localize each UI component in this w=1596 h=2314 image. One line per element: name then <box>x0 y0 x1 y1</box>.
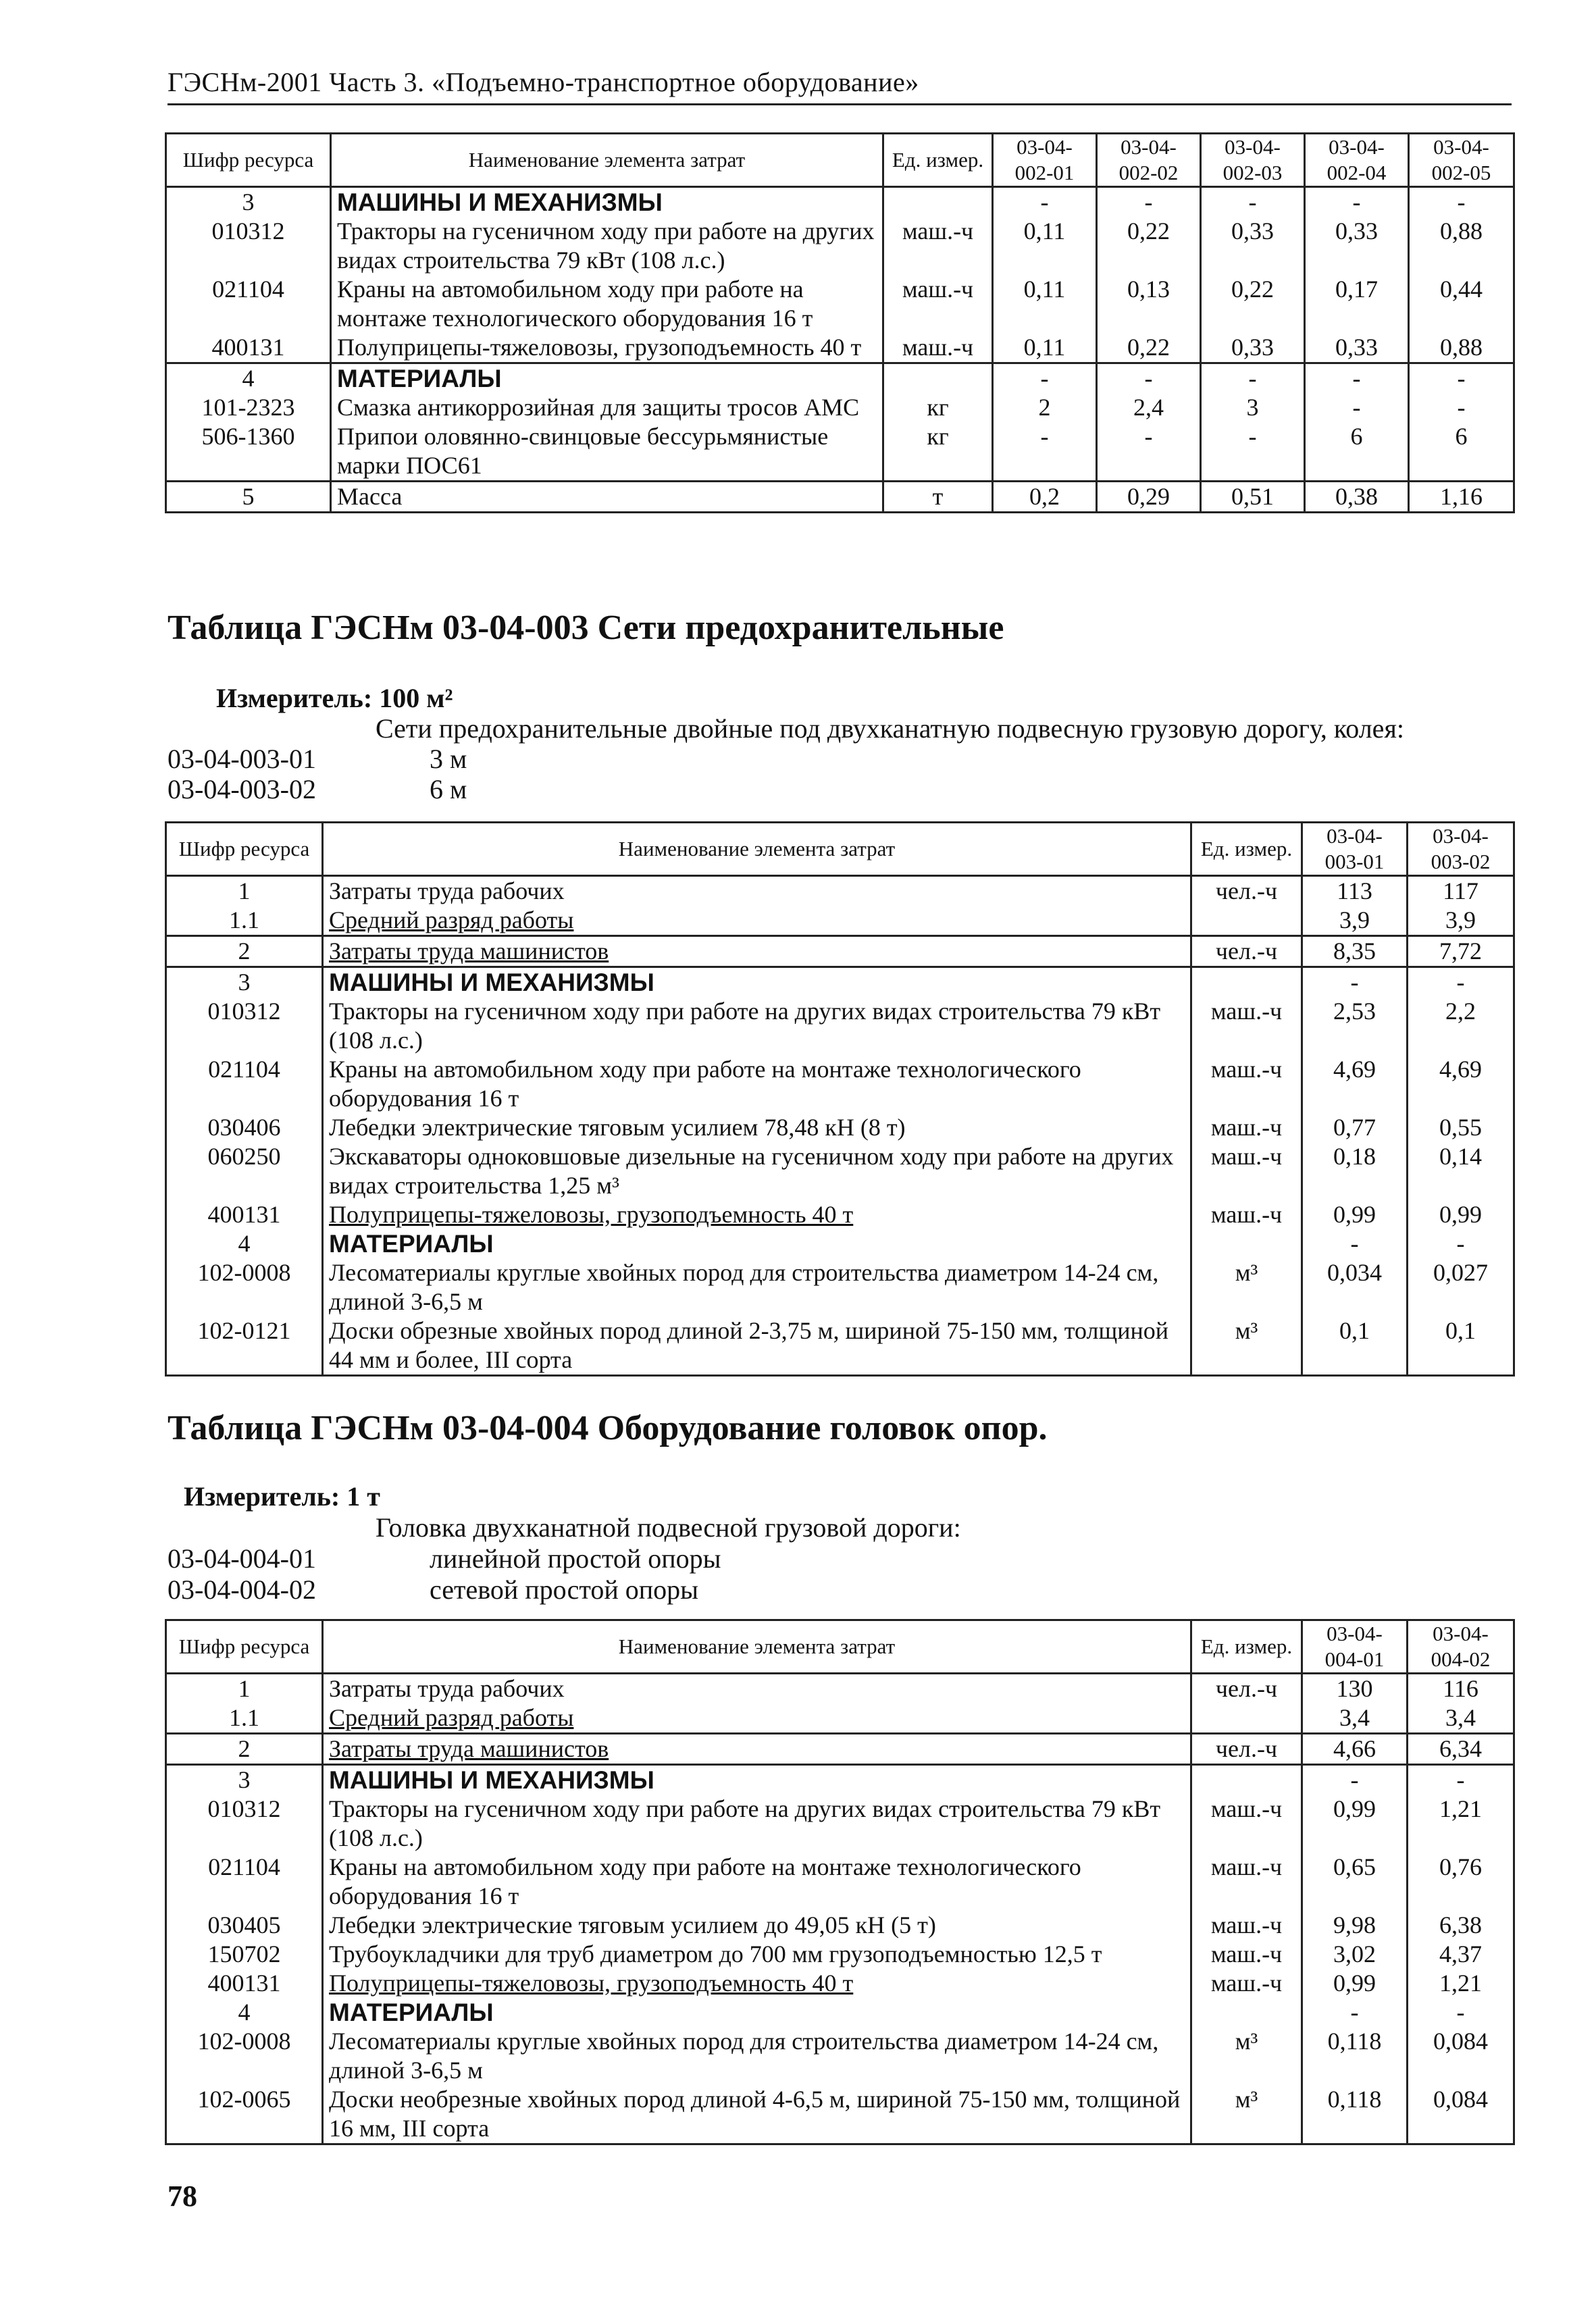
norm-value-cell: 0,118 <box>1302 2027 1408 2085</box>
norm-value-cell: 113 <box>1302 876 1408 906</box>
norm-value-cell: 0,14 <box>1408 1142 1514 1200</box>
cost-item-name-cell: Лесоматериалы круглые хвойных пород для строительства диаметром 14-24 см, длиной 3-6,5 м <box>323 2027 1191 2085</box>
unit-cell: маш.-ч <box>883 333 993 363</box>
unit-cell: чел.-ч <box>1191 1734 1302 1765</box>
norm-value-cell: 9,98 <box>1302 1911 1408 1940</box>
table-row <box>166 967 1514 998</box>
norm-value-cell: 4,37 <box>1408 1940 1514 1969</box>
cost-item-name-cell: Смазка антикоррозийная для защиты тросов АМС <box>331 393 883 422</box>
norm-value-cell: - <box>1409 393 1514 422</box>
norm-value-cell: - <box>1305 187 1409 217</box>
variant-text: линейной простой опоры <box>430 1543 721 1574</box>
norm-value-cell: 0,084 <box>1408 2085 1514 2144</box>
resource-code-cell: 400131 <box>166 1200 323 1229</box>
cost-item-name-cell: Средний разряд работы <box>323 906 1191 936</box>
measure-label: Измеритель: <box>216 683 373 713</box>
cost-item-name-cell: Масса <box>331 482 883 513</box>
unit-cell: м³ <box>1191 1316 1302 1376</box>
unit-cell: чел.-ч <box>1191 876 1302 906</box>
resource-code-cell: 3 <box>166 967 323 998</box>
unit-cell: маш.-ч <box>1191 1113 1302 1142</box>
table-row <box>166 2085 1514 2144</box>
norm-value-cell: 2 <box>993 393 1097 422</box>
cost-item-name-cell: Доски обрезные хвойных пород длиной 2-3,75 м, шириной 75-150 мм, толщиной 44 мм и более, III сорта <box>323 1316 1191 1376</box>
norm-value-cell: 3,02 <box>1302 1940 1408 1969</box>
norm-value-cell: 0,33 <box>1305 217 1409 275</box>
norm-value-cell: - <box>1302 1229 1408 1258</box>
norm-value-cell: 0,44 <box>1409 275 1514 333</box>
norm-value-cell: 0,17 <box>1305 275 1409 333</box>
unit-cell: кг <box>883 422 993 482</box>
table-row <box>166 217 1514 275</box>
cost-item-name-cell: Припои оловянно-свинцовые бессурьмянистые марки ПОС61 <box>331 422 883 482</box>
measure-value: 1 т <box>346 1481 380 1512</box>
variant-text: 3 м <box>430 744 467 774</box>
norm-value-cell: - <box>1097 187 1201 217</box>
norm-value-cell: 6 <box>1409 422 1514 482</box>
resource-code-cell: 3 <box>166 187 331 217</box>
unit-cell: м³ <box>1191 1258 1302 1316</box>
header-cell: Ед. измер. <box>1191 1620 1302 1674</box>
table-row <box>166 1969 1514 1998</box>
norm-value-cell: 130 <box>1302 1674 1408 1704</box>
resource-code-cell: 4 <box>166 1998 323 2027</box>
header-cell: 03-04-002-04 <box>1305 134 1409 187</box>
table-header-row <box>166 823 1514 876</box>
unit-cell: маш.-ч <box>1191 1940 1302 1969</box>
cost-item-name-cell: Лесоматериалы круглые хвойных пород для строительства диаметром 14-24 см, длиной 3-6,5 м <box>323 1258 1191 1316</box>
resource-code-cell: 2 <box>166 1734 323 1765</box>
table-row <box>166 876 1514 906</box>
norm-value-cell: - <box>993 422 1097 482</box>
unit-cell: кг <box>883 393 993 422</box>
norm-value-cell: - <box>1305 363 1409 394</box>
norm-value-cell: 3,9 <box>1408 906 1514 936</box>
unit-cell <box>1191 967 1302 998</box>
norm-value-cell: - <box>1409 187 1514 217</box>
variant-code: 03-04-003-01 <box>168 744 316 774</box>
norm-value-cell: - <box>1409 363 1514 394</box>
resource-code-cell: 030405 <box>166 1911 323 1940</box>
norm-value-cell: 0,99 <box>1408 1200 1514 1229</box>
resource-code-cell: 1.1 <box>166 906 323 936</box>
norm-value-cell: 0,99 <box>1302 1795 1408 1853</box>
table-row <box>166 1795 1514 1853</box>
unit-cell: маш.-ч <box>1191 1142 1302 1200</box>
resource-code-cell: 506-1360 <box>166 422 331 482</box>
table-row <box>166 1853 1514 1911</box>
header-cell: Шифр ресурса <box>166 823 323 876</box>
resource-code-cell: 5 <box>166 482 331 513</box>
header-cell: 03-04-003-02 <box>1408 823 1514 876</box>
unit-cell <box>1191 1229 1302 1258</box>
norm-value-cell: - <box>1408 1998 1514 2027</box>
norm-value-cell: - <box>1097 363 1201 394</box>
table-03-04-002 <box>165 132 1515 513</box>
resource-code-cell: 400131 <box>166 1969 323 1998</box>
resource-code-cell: 1 <box>166 876 323 906</box>
header-cell: 03-04-002-02 <box>1097 134 1201 187</box>
table-row <box>166 393 1514 422</box>
unit-cell <box>883 363 993 394</box>
resource-code-cell: 4 <box>166 363 331 394</box>
table-row <box>166 482 1514 513</box>
norm-value-cell: 0,76 <box>1408 1853 1514 1911</box>
table2-body <box>166 823 1514 1376</box>
norm-value-cell: - <box>1302 1998 1408 2027</box>
unit-cell: маш.-ч <box>1191 1200 1302 1229</box>
header-cell: 03-04-002-05 <box>1409 134 1514 187</box>
cost-item-name-cell: Экскаваторы одноковшовые дизельные на гусеничном ходу при работе на других видах строительства 1,25 м³ <box>323 1142 1191 1200</box>
unit-cell: маш.-ч <box>1191 1911 1302 1940</box>
resource-code-cell: 1 <box>166 1674 323 1704</box>
norm-value-cell: 0,027 <box>1408 1258 1514 1316</box>
table-row <box>166 363 1514 394</box>
table-row <box>166 1200 1514 1229</box>
norm-value-cell: 0,22 <box>1201 275 1305 333</box>
norm-value-cell: 0,118 <box>1302 2085 1408 2144</box>
norm-value-cell: 0,18 <box>1302 1142 1408 1200</box>
resource-code-cell: 021104 <box>166 1055 323 1113</box>
table3-title: Таблица ГЭСНм 03-04-004 Оборудование головок опор. <box>168 1409 1048 1447</box>
table-row <box>166 1316 1514 1376</box>
table-header-row <box>166 1620 1514 1674</box>
table-row <box>166 1055 1514 1113</box>
norm-value-cell: 0,99 <box>1302 1969 1408 1998</box>
norm-value-cell: - <box>1201 187 1305 217</box>
unit-cell <box>1191 1998 1302 2027</box>
norm-value-cell: 0,084 <box>1408 2027 1514 2085</box>
resource-code-cell: 060250 <box>166 1142 323 1200</box>
cost-item-name-cell: Затраты труда рабочих <box>323 1674 1191 1704</box>
cost-item-name-cell: Краны на автомобильном ходу при работе на монтаже технологического оборудования 16 т <box>323 1853 1191 1911</box>
resource-code-cell: 102-0008 <box>166 2027 323 2085</box>
measure-label: Измеритель: <box>184 1481 340 1512</box>
resource-code-cell: 021104 <box>166 1853 323 1911</box>
variant-code: 03-04-003-02 <box>168 774 316 804</box>
norm-value-cell: 0,22 <box>1097 333 1201 363</box>
norm-value-cell: - <box>1408 1229 1514 1258</box>
norm-value-cell: 4,69 <box>1408 1055 1514 1113</box>
unit-cell: маш.-ч <box>883 217 993 275</box>
table-row <box>166 1998 1514 2027</box>
unit-cell <box>1191 906 1302 936</box>
norm-value-cell: 0,11 <box>993 333 1097 363</box>
table-row <box>166 333 1514 363</box>
variant-text: сетевой простой опоры <box>430 1574 699 1605</box>
cost-item-name-cell: Средний разряд работы <box>323 1703 1191 1734</box>
cost-item-name-cell: МАШИНЫ И МЕХАНИЗМЫ <box>323 1765 1191 1795</box>
norm-value-cell: 7,72 <box>1408 936 1514 967</box>
norm-value-cell: 0,77 <box>1302 1113 1408 1142</box>
norm-value-cell: 6,34 <box>1408 1734 1514 1765</box>
table-row <box>166 1940 1514 1969</box>
table-row <box>166 1113 1514 1142</box>
cost-item-name-cell: МАТЕРИАЛЫ <box>323 1998 1191 2027</box>
table-row <box>166 275 1514 333</box>
table-row <box>166 1674 1514 1704</box>
table-row <box>166 187 1514 217</box>
unit-cell <box>883 187 993 217</box>
norm-value-cell: 0,88 <box>1409 217 1514 275</box>
norm-value-cell: 2,2 <box>1408 997 1514 1055</box>
norm-value-cell: 4,66 <box>1302 1734 1408 1765</box>
unit-cell: маш.-ч <box>1191 1969 1302 1998</box>
norm-value-cell: 2,53 <box>1302 997 1408 1055</box>
norm-value-cell: 0,1 <box>1302 1316 1408 1376</box>
table-row <box>166 1703 1514 1734</box>
norm-value-cell: 3 <box>1201 393 1305 422</box>
norm-value-cell: - <box>1097 422 1201 482</box>
norm-value-cell: 0,11 <box>993 275 1097 333</box>
norm-value-cell: 1,16 <box>1409 482 1514 513</box>
unit-cell: м³ <box>1191 2027 1302 2085</box>
table-row <box>166 906 1514 936</box>
norm-value-cell: - <box>1201 422 1305 482</box>
norm-value-cell: 4,69 <box>1302 1055 1408 1113</box>
resource-code-cell: 4 <box>166 1229 323 1258</box>
table-header-row <box>166 134 1514 187</box>
norm-value-cell: 0,1 <box>1408 1316 1514 1376</box>
resource-code-cell: 102-0065 <box>166 2085 323 2144</box>
cost-item-name-cell: Затраты труда машинистов <box>323 936 1191 967</box>
header-cell: 03-04-003-01 <box>1302 823 1408 876</box>
table2-title: Таблица ГЭСНм 03-04-003 Сети предохранительные <box>168 609 1004 647</box>
norm-value-cell: - <box>993 363 1097 394</box>
norm-value-cell: 116 <box>1408 1674 1514 1704</box>
norm-value-cell: 0,29 <box>1097 482 1201 513</box>
table-row <box>166 1258 1514 1316</box>
norm-value-cell: 0,38 <box>1305 482 1409 513</box>
resource-code-cell: 030406 <box>166 1113 323 1142</box>
resource-code-cell: 150702 <box>166 1940 323 1969</box>
cost-item-name-cell: Тракторы на гусеничном ходу при работе на других видах строительства 79 кВт (108 л.с.) <box>323 997 1191 1055</box>
cost-item-name-cell: Доски необрезные хвойных пород длиной 4-6,5 м, шириной 75-150 мм, толщиной 16 мм, III сорта <box>323 2085 1191 2144</box>
header-cell: Наименование элемента затрат <box>323 1620 1191 1674</box>
norm-value-cell: 0,034 <box>1302 1258 1408 1316</box>
unit-cell: маш.-ч <box>1191 1853 1302 1911</box>
norm-value-cell: 2,4 <box>1097 393 1201 422</box>
cost-item-name-cell: Полуприцепы-тяжеловозы, грузоподъемность 40 т <box>331 333 883 363</box>
table3-description: Головка двухканатной подвесной грузовой дороги: <box>376 1512 961 1543</box>
table-row <box>166 2027 1514 2085</box>
norm-value-cell: 0,22 <box>1097 217 1201 275</box>
resource-code-cell: 101-2323 <box>166 393 331 422</box>
norm-value-cell: 0,33 <box>1305 333 1409 363</box>
norm-value-cell: 6 <box>1305 422 1409 482</box>
norm-value-cell: - <box>993 187 1097 217</box>
header-cell: Ед. измер. <box>1191 823 1302 876</box>
norm-value-cell: 0,65 <box>1302 1853 1408 1911</box>
norm-value-cell: 0,33 <box>1201 333 1305 363</box>
unit-cell <box>1191 1765 1302 1795</box>
resource-code-cell: 010312 <box>166 217 331 275</box>
header-cell: Наименование элемента затрат <box>331 134 883 187</box>
table-row <box>166 422 1514 482</box>
norm-value-cell: 0,2 <box>993 482 1097 513</box>
cost-item-name-cell: Тракторы на гусеничном ходу при работе на других видах строительства 79 кВт (108 л.с.) <box>331 217 883 275</box>
header-cell: 03-04-002-01 <box>993 134 1097 187</box>
norm-value-cell: 3,4 <box>1408 1703 1514 1734</box>
unit-cell: чел.-ч <box>1191 936 1302 967</box>
cost-item-name-cell: МАТЕРИАЛЫ <box>331 363 883 394</box>
resource-code-cell: 102-0008 <box>166 1258 323 1316</box>
norm-value-cell: 8,35 <box>1302 936 1408 967</box>
cost-item-name-cell: Лебедки электрические тяговым усилием до 49,05 кН (5 т) <box>323 1911 1191 1940</box>
norm-value-cell: 0,88 <box>1409 333 1514 363</box>
norm-value-cell: - <box>1302 967 1408 998</box>
cost-item-name-cell: Затраты труда рабочих <box>323 876 1191 906</box>
norm-value-cell: - <box>1408 967 1514 998</box>
table2-measure <box>216 682 453 714</box>
unit-cell: маш.-ч <box>1191 1055 1302 1113</box>
table-03-04-004 <box>165 1619 1515 2145</box>
norm-value-cell: 0,99 <box>1302 1200 1408 1229</box>
header-cell: Шифр ресурса <box>166 1620 323 1674</box>
norm-value-cell: - <box>1201 363 1305 394</box>
table-row <box>166 936 1514 967</box>
unit-cell: м³ <box>1191 2085 1302 2144</box>
resource-code-cell: 102-0121 <box>166 1316 323 1376</box>
table3-body <box>166 1620 1514 2144</box>
norm-value-cell: 1,21 <box>1408 1795 1514 1853</box>
norm-value-cell: 117 <box>1408 876 1514 906</box>
table1-body <box>166 134 1514 513</box>
resource-code-cell: 021104 <box>166 275 331 333</box>
cost-item-name-cell: МАТЕРИАЛЫ <box>323 1229 1191 1258</box>
resource-code-cell: 2 <box>166 936 323 967</box>
norm-value-cell: 6,38 <box>1408 1911 1514 1940</box>
table-03-04-003 <box>165 821 1515 1377</box>
cost-item-name-cell: МАШИНЫ И МЕХАНИЗМЫ <box>331 187 883 217</box>
unit-cell <box>1191 1703 1302 1734</box>
cost-item-name-cell: Тракторы на гусеничном ходу при работе на других видах строительства 79 кВт (108 л.с.) <box>323 1795 1191 1853</box>
unit-cell: т <box>883 482 993 513</box>
norm-value-cell: 1,21 <box>1408 1969 1514 1998</box>
header-cell: Наименование элемента затрат <box>323 823 1191 876</box>
measure-value: 100 м² <box>379 683 453 713</box>
cost-item-name-cell: Полуприцепы-тяжеловозы, грузоподъемность 40 т <box>323 1969 1191 1998</box>
table3-measure <box>184 1481 380 1512</box>
resource-code-cell: 3 <box>166 1765 323 1795</box>
variant-code: 03-04-004-02 <box>168 1574 316 1605</box>
unit-cell: маш.-ч <box>883 275 993 333</box>
table-row <box>166 1142 1514 1200</box>
norm-value-cell: 3,9 <box>1302 906 1408 936</box>
cost-item-name-cell: Краны на автомобильном ходу при работе на монтаже технологического оборудования 16 т <box>323 1055 1191 1113</box>
header-cell: 03-04-002-03 <box>1201 134 1305 187</box>
header-cell: Ед. измер. <box>883 134 993 187</box>
page-number: 78 <box>168 2180 197 2213</box>
resource-code-cell: 400131 <box>166 333 331 363</box>
unit-cell: чел.-ч <box>1191 1674 1302 1704</box>
variant-text: 6 м <box>430 774 467 804</box>
running-head: ГЭСНм-2001 Часть 3. «Подъемно-транспортное оборудование» <box>168 66 1512 105</box>
resource-code-cell: 010312 <box>166 1795 323 1853</box>
table-row <box>166 1911 1514 1940</box>
table-row <box>166 1734 1514 1765</box>
norm-value-cell: - <box>1408 1765 1514 1795</box>
unit-cell: маш.-ч <box>1191 1795 1302 1853</box>
table-row <box>166 1765 1514 1795</box>
header-cell: 03-04-004-02 <box>1408 1620 1514 1674</box>
cost-item-name-cell: Затраты труда машинистов <box>323 1734 1191 1765</box>
norm-value-cell: 0,51 <box>1201 482 1305 513</box>
norm-value-cell: 0,33 <box>1201 217 1305 275</box>
cost-item-name-cell: Полуприцепы-тяжеловозы, грузоподъемность 40 т <box>323 1200 1191 1229</box>
header-cell: Шифр ресурса <box>166 134 331 187</box>
cost-item-name-cell: Краны на автомобильном ходу при работе на монтаже технологического оборудования 16 т <box>331 275 883 333</box>
unit-cell: маш.-ч <box>1191 997 1302 1055</box>
table-row <box>166 1229 1514 1258</box>
resource-code-cell: 010312 <box>166 997 323 1055</box>
resource-code-cell: 1.1 <box>166 1703 323 1734</box>
cost-item-name-cell: МАШИНЫ И МЕХАНИЗМЫ <box>323 967 1191 998</box>
norm-value-cell: - <box>1302 1765 1408 1795</box>
table2-description: Сети предохранительные двойные под двухканатную подвесную грузовую дорогу, колея: <box>376 713 1404 744</box>
header-cell: 03-04-004-01 <box>1302 1620 1408 1674</box>
cost-item-name-cell: Трубоукладчики для труб диаметром до 700 мм грузоподъемностью 12,5 т <box>323 1940 1191 1969</box>
norm-value-cell: 3,4 <box>1302 1703 1408 1734</box>
norm-value-cell: - <box>1305 393 1409 422</box>
norm-value-cell: 0,11 <box>993 217 1097 275</box>
norm-value-cell: 0,55 <box>1408 1113 1514 1142</box>
table-row <box>166 997 1514 1055</box>
variant-code: 03-04-004-01 <box>168 1543 316 1574</box>
norm-value-cell: 0,13 <box>1097 275 1201 333</box>
cost-item-name-cell: Лебедки электрические тяговым усилием 78,48 кН (8 т) <box>323 1113 1191 1142</box>
